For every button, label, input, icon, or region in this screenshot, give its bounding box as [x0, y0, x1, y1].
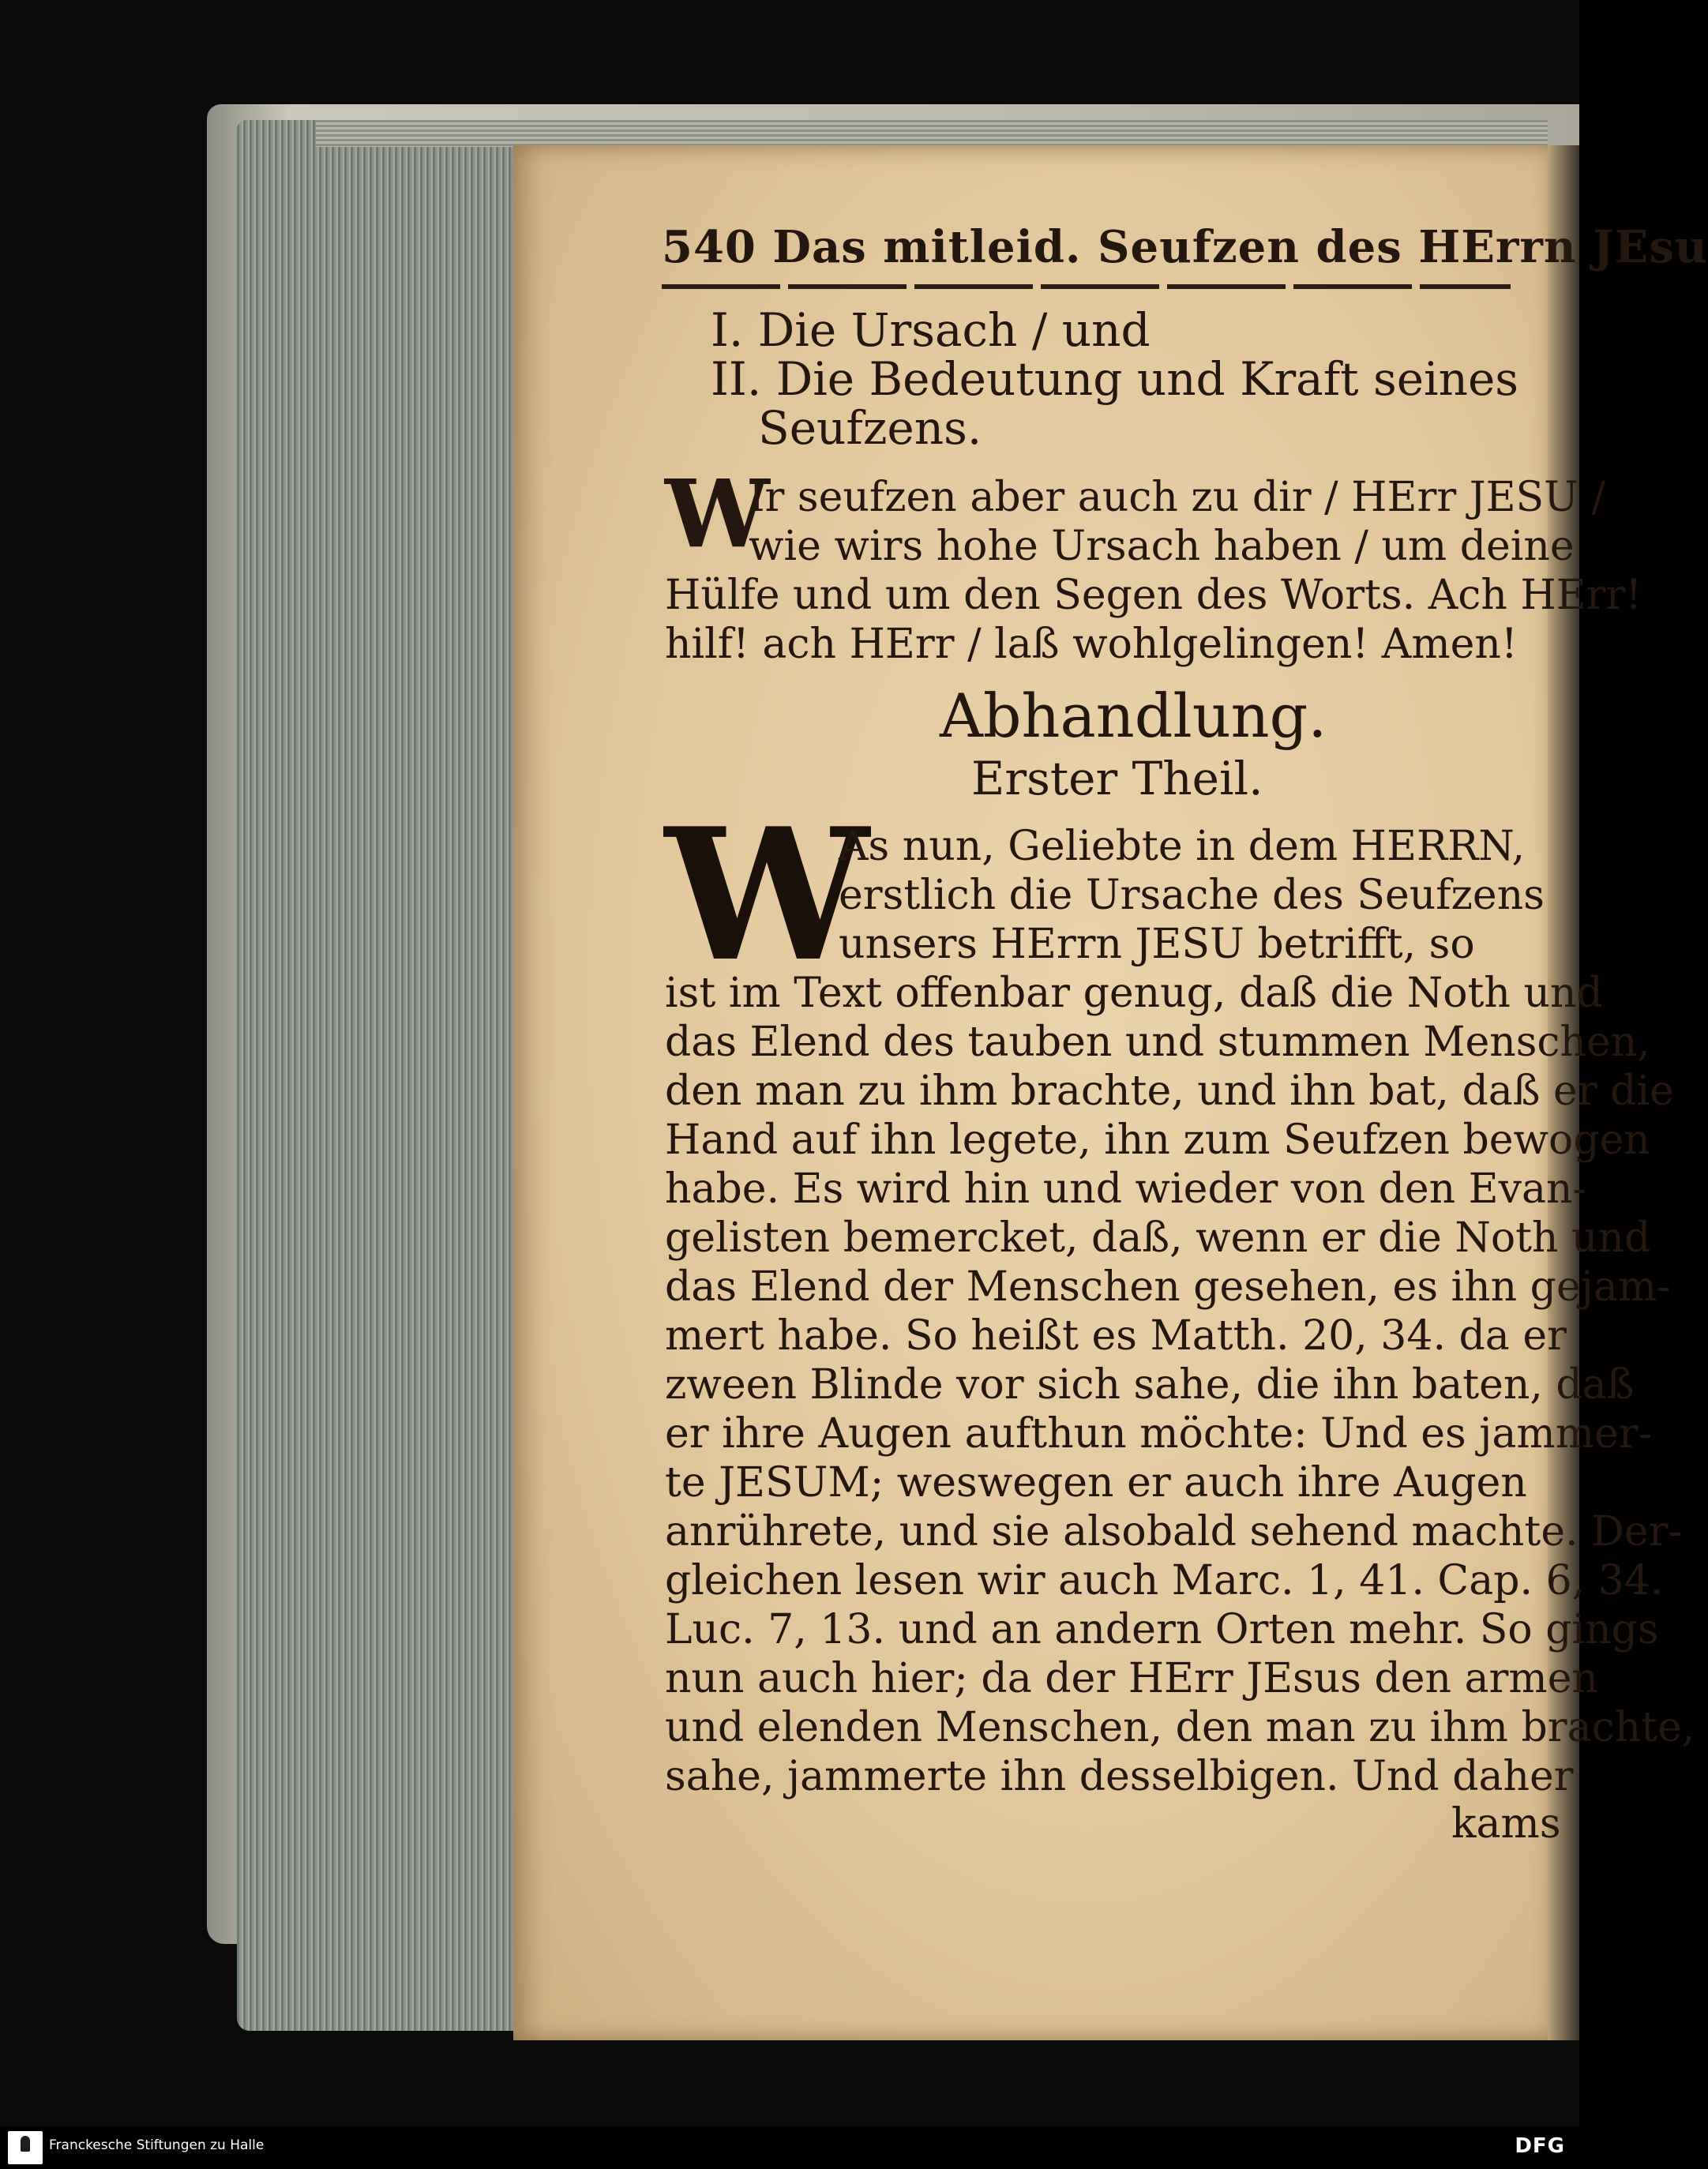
prayer-line: Ir seufzen aber auch zu dir / HErr JESU / [749, 474, 1606, 521]
outline-line: II. Die Bedeutung und Kraft seines [711, 352, 1519, 406]
initial-letter: W [665, 789, 869, 1002]
body-line: ist im Text offenbar genug, daß die Noth und [665, 970, 1603, 1017]
institution-logo-icon [8, 2131, 43, 2164]
viewer-footer [0, 2126, 1579, 2169]
section-title: Abhandlung. [940, 681, 1327, 751]
body-line: anrührete, und sie alsobald sehend machte. Der- [665, 1508, 1683, 1555]
running-title: Das mitleid. Seufzen des HErrn JEsu [772, 221, 1708, 273]
body-line: er ihre Augen aufthun möchte: Und es jammer- [665, 1410, 1653, 1458]
body-line: gleichen lesen wir auch Marc. 1, 41. Cap. 6, 34. [665, 1557, 1664, 1604]
prayer-line: wie wirs hohe Ursach haben / um deine [749, 523, 1575, 570]
page-number: 540 [662, 221, 756, 273]
body-line: sahe, jammerte ihn desselbigen. Und daher [665, 1753, 1574, 1800]
funder-logo: DFG [1515, 2134, 1565, 2158]
body-line: mert habe. So heißt es Matth. 20, 34. da er [665, 1312, 1567, 1360]
prayer-initial: W [665, 459, 770, 569]
body-line: nun auch hier; da der HErr JEsus den armen [665, 1655, 1598, 1702]
page-edges [237, 120, 513, 2031]
outline-line: Seufzens. [758, 401, 982, 455]
running-header [662, 221, 1708, 273]
body-line: gelisten bemercket, daß, wenn er die Noth und [665, 1214, 1651, 1262]
header-rule [662, 284, 1511, 289]
body-line: erstlich die Ursache des Seufzens [839, 872, 1545, 919]
body-line: As nun, Geliebte in dem HERRN, [839, 823, 1525, 870]
outline-line: I. Die Ursach / und [711, 303, 1151, 357]
catchword: kams [1451, 1800, 1561, 1848]
body-line: das Elend der Menschen gesehen, es ihn gejam- [665, 1263, 1671, 1311]
body-line: zween Blinde vor sich sahe, die ihn baten, daß [665, 1361, 1635, 1409]
body-line: unsers HErrn JESU betrifft, so [839, 921, 1475, 968]
body-line: habe. Es wird hin und wieder von den Evan- [665, 1165, 1587, 1213]
part-title: Erster Theil. [971, 752, 1263, 805]
body-line: Luc. 7, 13. und an andern Orten mehr. So gings [665, 1606, 1659, 1653]
body-line: Hand auf ihn legete, ihn zum Seufzen bewogen [665, 1116, 1650, 1164]
page-edges-top [316, 120, 1548, 147]
institution-name: Franckesche Stiftungen zu Halle [49, 2137, 265, 2153]
body-line: und elenden Menschen, den man zu ihm brachte, [665, 1704, 1695, 1751]
prayer-line: hilf! ach HErr / laß wohlgelingen! Amen! [665, 621, 1518, 668]
prayer-line: Hülfe und um den Segen des Worts. Ach HErr! [665, 572, 1642, 619]
body-line: te JESUM; weswegen er auch ihre Augen [665, 1459, 1527, 1507]
body-line: den man zu ihm brachte, und ihn bat, daß er die [665, 1068, 1674, 1115]
decorated-initial [665, 789, 869, 1002]
body-line: das Elend des tauben und stummen Menschen, [665, 1019, 1650, 1066]
